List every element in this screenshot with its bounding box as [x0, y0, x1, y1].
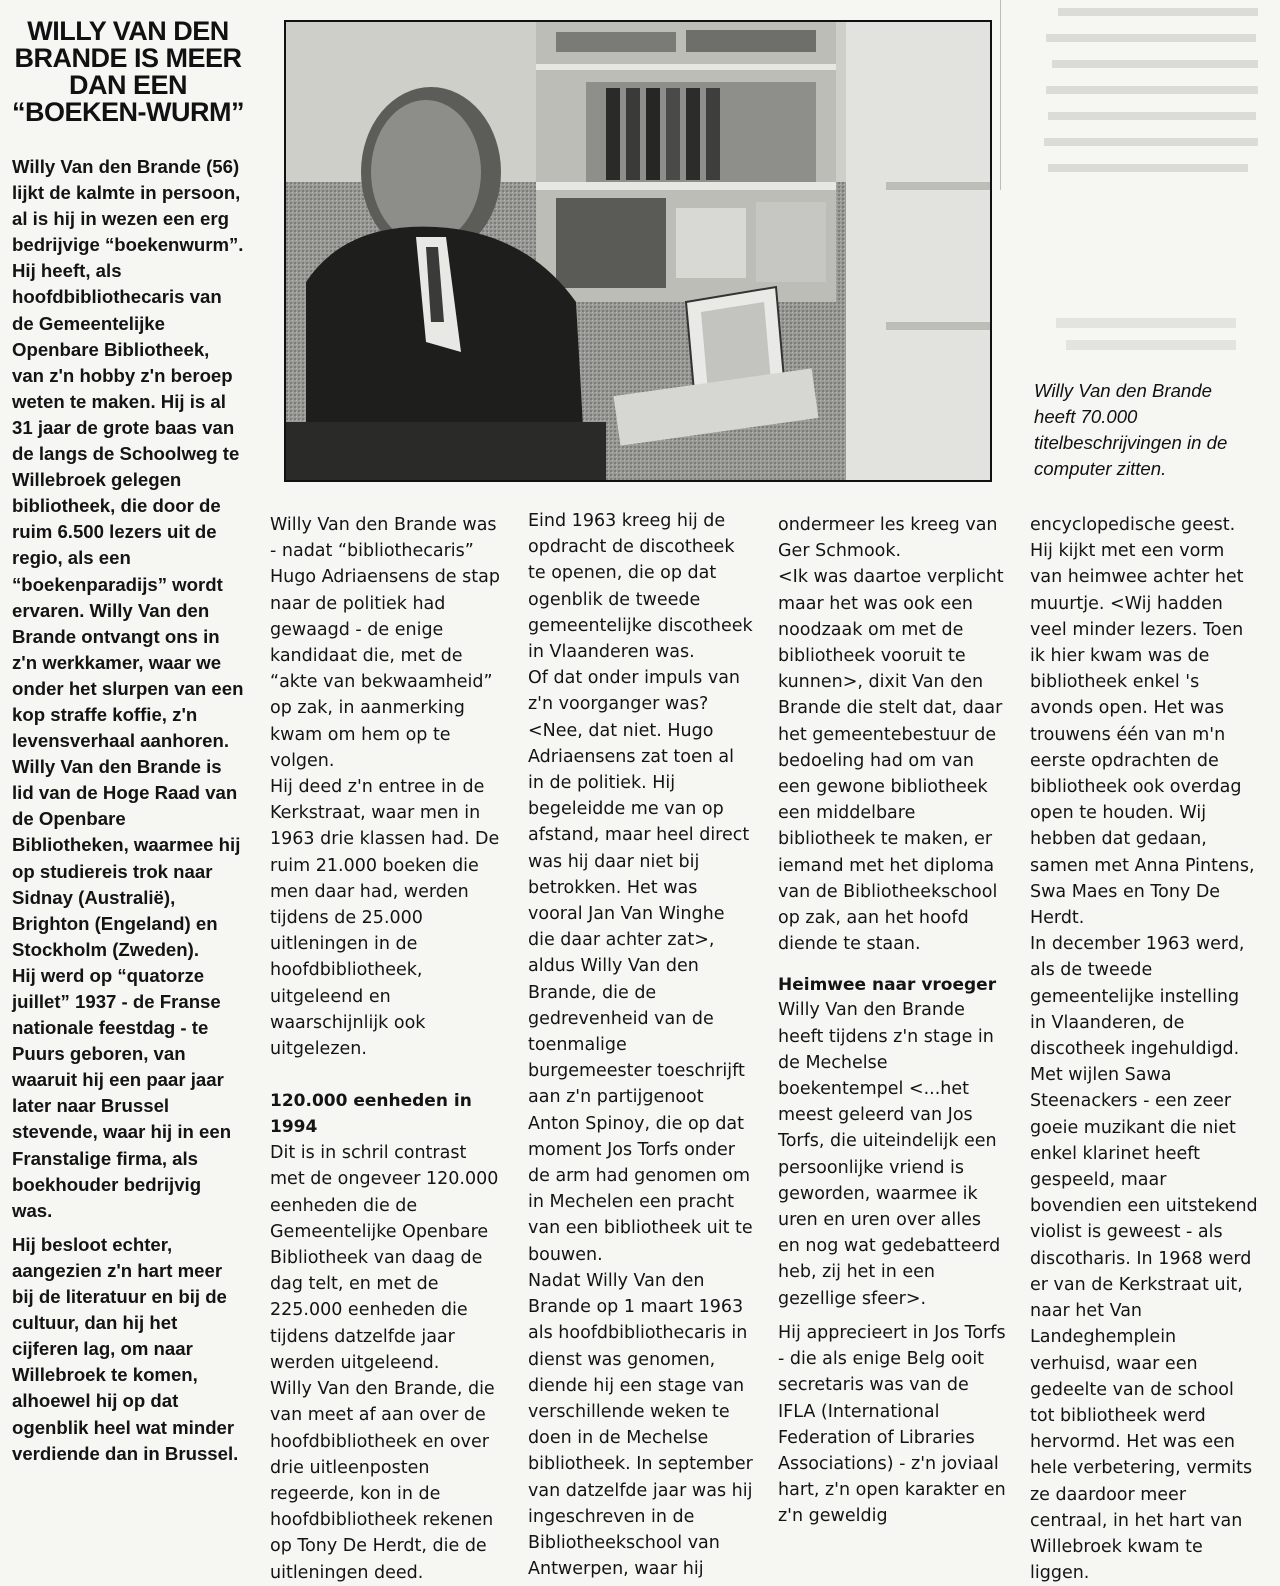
col5-paragraph-3: In december 1963 werd, als de tweede gemeentelijke instelling in Vlaanderen, de discotheek ingehuldigd. Met wijlen Sawa Steenackers - een zeer goeie muzikant die niet enkel klarinet heeft gespeeld, maar bovendien een uitstekend violist is geweest - als discotharis. In 1968 werd er van de Kerkstraat uit, naar het Van Landeghemplein verhuisd, waar een gedeelte van de school tot bibliotheek werd hervormd. Het was een hele verbetering, vermits ze daardoor meer centraal, in het hart van Willebroek kwam te liggen.: [1030, 934, 1258, 1584]
bleed-through-marks: [1036, 312, 1246, 362]
col2-paragraph-4: Willy Van den Brande, die van meet af aan over de hoofdbibliotheek en over drie uitleenposten regeerde, kon in de hoofdbibliotheek rekenen op Tony De Herdt, die de uitleningen deed.: [270, 1379, 495, 1583]
column-rule: [1000, 0, 1001, 190]
col1-paragraph-4: Hij besloot echter, aangezien z'n hart meer bij de literatuur en bij de cultuur, dan hij het cijferen lag, om naar Willebroek te komen, alhoewel hij op dat ogenblik heel wat minder verdiende dan in Brussel.: [12, 1233, 239, 1464]
bleed-through-headline: [1036, 312, 1246, 362]
col4-paragraph-2: <Ik was daartoe verplicht maar het was ook een noodzaak om met de bibliotheek vooruit te kunnen>, dixit Van den Brande die stelt dat, daar het gemeentebestuur de bedoeling had om van een gewone bibliotheek een middelbare bibliotheek te maken, er iemand met het diploma van de Bibliotheekschool op zak, aan het hoofd diende te staan.: [778, 567, 1004, 955]
bleed-through-text-top-right: [1018, 0, 1268, 180]
subheading-120000: 120.000 eenheden in 1994: [270, 1091, 472, 1138]
column-5: [1030, 512, 1260, 1586]
photo-caption: Willy Van den Brande heeft 70.000 titelbeschrijvingen in de computer zitten.: [1034, 380, 1228, 479]
col3-paragraph-4: Nadat Willy Van den Brande op 1 maart 1963 als hoofdbibliothecaris in dienst was genomen, diende hij een stage van verschillende weken te doen in de Mechelse bibliotheek. In september van datzelfde jaar was hij ingeschreven in de Bibliotheekschool van Antwerpen, waar hij: [528, 1270, 753, 1580]
column-2: [270, 512, 500, 1586]
col3-paragraph-3: <Nee, dat niet. Hugo Adriaensens zat toen al in de politiek. Hij begeleidde me van op afstand, maar heel direct was hij daar niet bij betrokken. Het was vooral Jan Van Winghe die daar achter zat>, aldus Willy Van den Brande, die de gedrevenheid van de toenmalige burgemeester toeschrijft aan z'n partijgenoot Anton Spinoy, die op dat moment Jos Torfs onder de arm had genomen om in Mechelen een pracht van een bibliotheek uit te bouwen.: [528, 720, 753, 1265]
col4-paragraph-4: Hij apprecieert in Jos Torfs - die als enige Belg ooit secretaris was van de IFLA (International Federation of Libraries Associations) - z'n joviaal hart, z'n open karakter en z'n geweldig: [778, 1322, 1006, 1527]
column-1: [12, 154, 244, 1467]
column-4: [778, 512, 1006, 1530]
col2-paragraph-1: Willy Van den Brande was - nadat “bibliothecaris” Hugo Adriaensens de stap naar de politiek had gewaagd - de enige kandidaat die, met de “akte van bekwaamheid” op zak, in aanmerking kwam om hem op te volgen.: [270, 515, 500, 771]
col2-paragraph-3: Dit is in schril contrast met de ongeveer 120.000 eenheden die de Gemeentelijke Openbare Bibliotheek van daag de dag telt, en met de 225.000 eenheden die tijdens datzelfde jaar werden uitgeleend.: [270, 1143, 499, 1373]
col1-paragraph-1: Willy Van den Brande (56) lijkt de kalmte in persoon, al is hij in wezen een erg bedrijvige “boekenwurm”. Hij heeft, als hoofdbibliothecaris van de Gemeentelijke Openbare Bibliotheek, van z'n hobby z'n beroep weten te maken. Hij is al 31 jaar de grote baas van de langs de Schoolweg te Willebroek gelegen bibliotheek, die door de ruim 6.500 lezers uit de regio, als een “boekenparadijs” wordt ervaren. Willy Van den Brande ontvangt ons in z'n werkkamer, waar we onder het slurpen van een kop straffe koffie, z'n levensverhaal aanhoren.: [12, 156, 244, 752]
col4-paragraph-3: Willy Van den Brande heeft tijdens z'n stage in de Mechelse boekentempel <...het meest geleerd van Jos Torfs, die uiteindelijk een persoonlijke vriend is geworden, waarmee ik uren en uren over alles en nog wat gedebatteerd heb, zij het in een gezellige sfeer>.: [778, 1000, 1001, 1309]
col1-paragraph-3: Hij werd op “quatorze juillet” 1937 - de Franse nationale feestdag - te Puurs geboren, van waaruit hij een paar jaar later naar Brussel stevende, waar hij in een Franstalige firma, als boekhouder bedrijvig was.: [12, 964, 232, 1221]
col2-paragraph-2: Hij deed z'n entree in de Kerkstraat, waar men in 1963 drie klassen had. De ruim 21.000 boeken die men daar had, werden tijdens de 25.000 uitleningen in de hoofdbibliotheek, uitgeleend en waarschijnlijk ook uitgelezen.: [270, 777, 500, 1060]
article-headline: WILLY VAN DEN BRANDE IS MEER DAN EEN “BOEKEN-WURM”: [12, 16, 244, 127]
col4-paragraph-1: ondermeer les kreeg van Ger Schmook.: [778, 515, 998, 562]
column-3: [528, 508, 753, 1582]
col5-paragraph-1: encyclopedische geest.: [1030, 515, 1236, 535]
subheading-heimwee: Heimwee naar vroeger: [778, 975, 997, 996]
portrait-photo: [284, 20, 992, 482]
col3-paragraph-1: Eind 1963 kreeg hij de opdracht de discotheek te openen, die op dat ogenblik de tweede gemeentelijke discotheek in Vlaanderen was.: [528, 511, 753, 663]
col3-paragraph-2: Of dat onder impuls van z'n voorganger was?: [528, 668, 741, 715]
col5-paragraph-2: Hij kijkt met een vorm van heimwee achter het muurtje. <Wij hadden veel minder lezers. Toen ik hier kwam was de bibliotheek enkel 's avonds open. Het was trouwens één van m'n eerste opdrachten de bibliotheek ook overdag open te houden. Wij hebben dat gedaan, samen met Anna Pintens, Swa Maes en Tony De Herdt.: [1030, 541, 1255, 929]
col1-paragraph-2: Willy Van den Brande is lid van de Hoge Raad van de Openbare Bibliotheken, waarmee hij op studiereis trok naar Sidnay (Australië), Brighton (Engeland) en Stockholm (Zweden).: [12, 756, 241, 960]
photo-illustration: [286, 22, 990, 480]
